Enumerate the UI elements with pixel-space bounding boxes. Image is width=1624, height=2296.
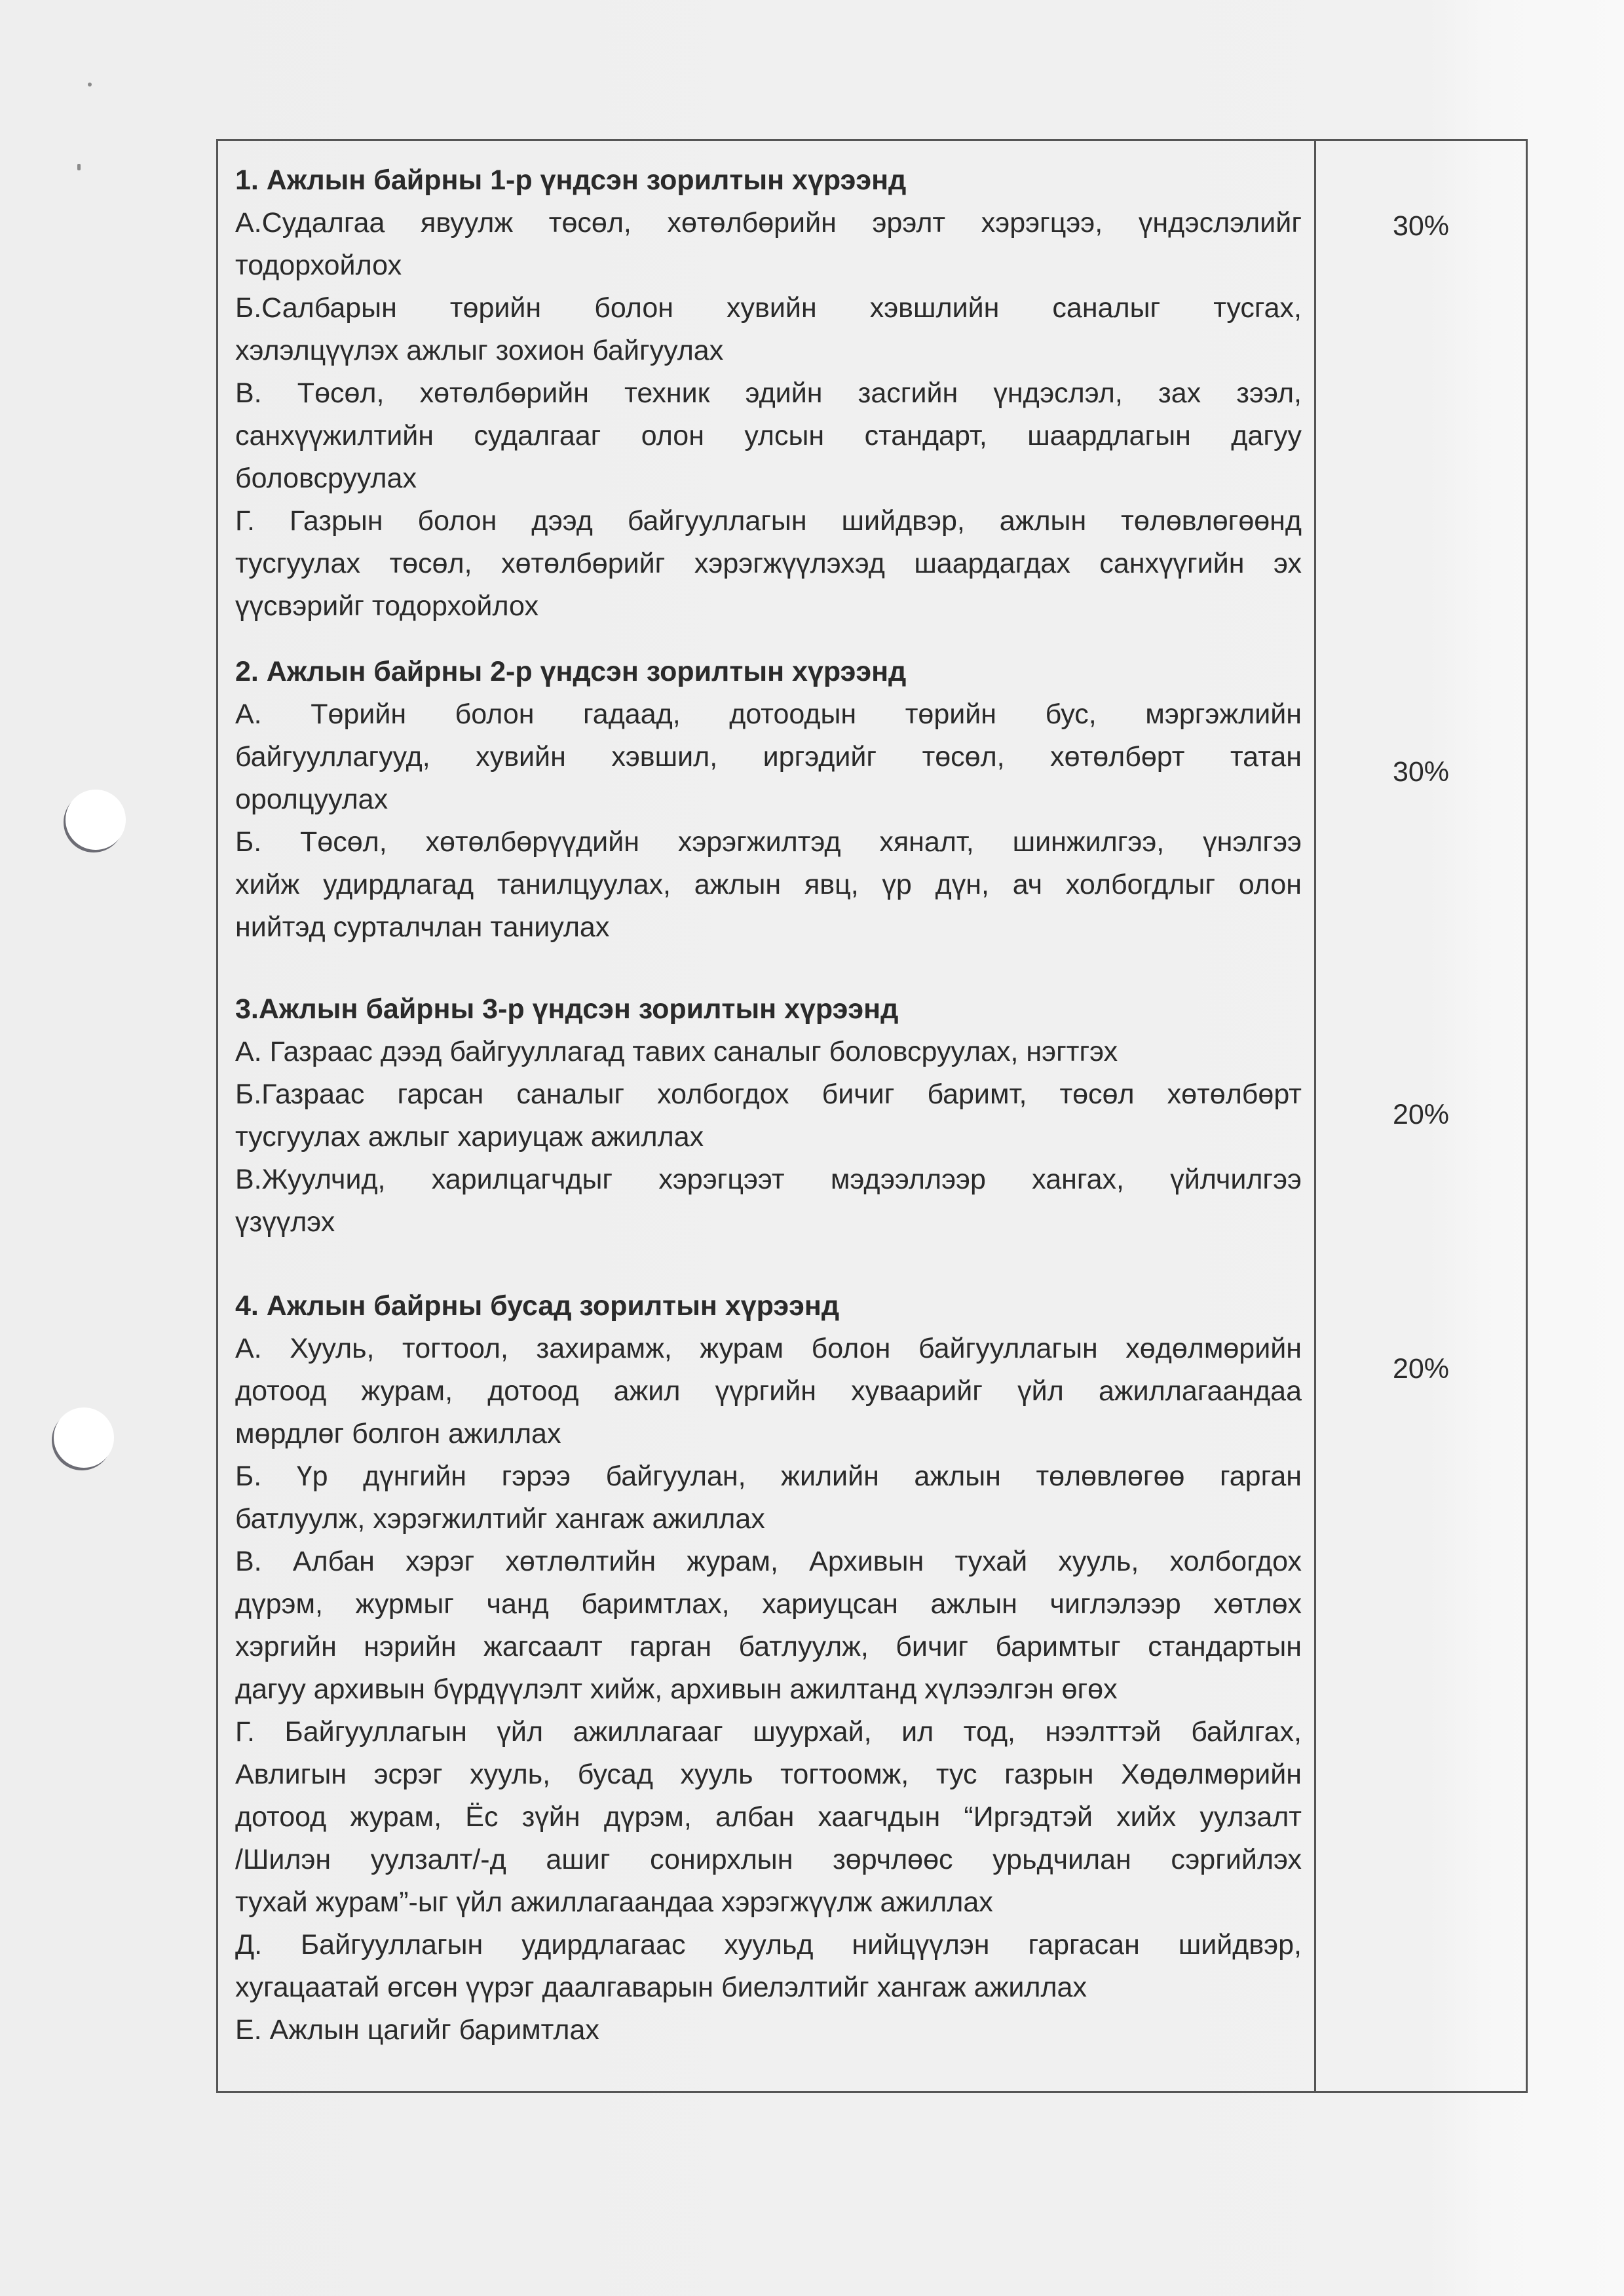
duty-line: оролцуулах	[235, 784, 388, 815]
duty-line: нийтэд сурталчлан таниулах	[235, 911, 610, 943]
duty-line: А. Хууль, тогтоол, захирамж, журам болон байгууллагын хөдөлмөрийн	[235, 1333, 1302, 1364]
duty-line: Б.Салбарын төрийн болон хувийн хэвшлийн саналыг тусгах,	[235, 292, 1302, 324]
weight-column	[1316, 141, 1526, 2091]
weight-percent: 20%	[1392, 1099, 1450, 1130]
scan-speck	[77, 164, 81, 170]
duty-line: хэлэлцүүлэх ажлыг зохион байгуулах	[235, 335, 724, 366]
duty-line: А. Газраас дээд байгууллагад тавих саналыг боловсруулах, нэгтгэх	[235, 1036, 1118, 1067]
duty-line: Д. Байгууллагын удирдлагаас хуульд нийцүүлэн гаргасан шийдвэр,	[235, 1929, 1302, 1961]
duty-line: дүрэм, журмыг чанд баримтлах, хариуцсан ажлын чиглэлээр хөтлөх	[235, 1588, 1302, 1620]
duties-table	[216, 139, 1528, 2093]
duty-line: А. Төрийн болон гадаад, дотоодын төрийн бус, мэргэжлийн	[235, 698, 1302, 730]
duty-line: Авлигын эсрэг хууль, бусад хууль тогтоомж, тус газрын Хөдөлмөрийн	[235, 1759, 1302, 1790]
weight-percent: 30%	[1392, 756, 1450, 788]
duty-line: тусгуулах ажлыг хариуцаж ажиллах	[235, 1121, 704, 1153]
duties-text-column	[218, 141, 1316, 2091]
section-heading: 3.Ажлын байрны 3-р үндсэн зорилтын хүрээнд	[235, 993, 899, 1025]
duty-line: тодорхойлох	[235, 250, 402, 281]
duty-line: тусгуулах төсөл, хөтөлбөрийг хэрэгжүүлэхэд шаардагдах санхүүгийн эх	[235, 548, 1302, 579]
duty-line: Б.Газраас гарсан саналыг холбогдох бичиг баримт, төсөл хөтөлбөрт	[235, 1079, 1302, 1110]
duty-line: хугацаатай өгсөн үүрэг даалгаварын биелэлтийг хангаж ажиллах	[235, 1972, 1087, 2003]
duty-line: мөрдлөг болгон ажиллах	[235, 1418, 561, 1449]
scan-speck	[88, 83, 92, 86]
duty-line: санхүүжилтийн судалгааг олон улсын стандарт, шаардлагын дагуу	[235, 420, 1302, 451]
duty-line: хийж удирдлагад танилцуулах, ажлын явц, үр дүн, ач холбогдлыг олон	[235, 869, 1302, 900]
duty-line: Е. Ажлын цагийг баримтлах	[235, 2014, 599, 2046]
weight-percent: 30%	[1392, 210, 1450, 242]
duty-line: А.Судалгаа явуулж төсөл, хөтөлбөрийн эрэлт хэрэгцээ, үндэслэлийг	[235, 207, 1302, 239]
duty-line: Б. Үр дүнгийн гэрээ байгуулан, жилийн ажлын төлөвлөгөө гарган	[235, 1461, 1302, 1492]
duty-line: Г. Байгууллагын үйл ажиллагааг шуурхай, ил тод, нээлттэй байлгах,	[235, 1716, 1302, 1748]
duty-line: дотоод журам, Ёс зүйн дүрэм, албан хаагчдын “Иргэдтэй хийх уулзалт	[235, 1801, 1302, 1833]
duty-line: В. Төсөл, хөтөлбөрийн техник эдийн засгийн үндэслэл, зах зээл,	[235, 377, 1302, 409]
duty-line: В. Албан хэрэг хөтлөлтийн журам, Архивын тухай хууль, холбогдох	[235, 1546, 1302, 1577]
duty-line: дагуу архивын бүрдүүлэлт хийж, архивын ажилтанд хүлээлгэн өгөх	[235, 1674, 1118, 1705]
punch-hole	[54, 1407, 114, 1468]
duty-line: боловсруулах	[235, 463, 417, 494]
section-heading: 2. Ажлын байрны 2-р үндсэн зорилтын хүрээнд	[235, 656, 907, 687]
duty-line: В.Жуулчид, харилцагчдыг хэрэгцээт мэдээллээр хангах, үйлчилгээ	[235, 1164, 1302, 1195]
duty-line: байгууллагууд, хувийн хэвшил, иргэдийг төсөл, хөтөлбөрт татан	[235, 741, 1302, 773]
duty-line: тухай журам”-ыг үйл ажиллагаандаа хэрэгжүүлж ажиллах	[235, 1886, 993, 1918]
duty-line: /Шилэн уулзалт/-д ашиг сонирхлын зөрчлөөс урьдчилан сэргийлэх	[235, 1844, 1302, 1875]
duty-line: Б. Төсөл, хөтөлбөрүүдийн хэрэгжилтэд хяналт, шинжилгээ, үнэлгээ	[235, 826, 1302, 858]
section-heading: 1. Ажлын байрны 1-р үндсэн зорилтын хүрээнд	[235, 164, 907, 196]
duty-line: хэргийн нэрийн жагсаалт гарган батлуулж, бичиг баримтыг стандартын	[235, 1631, 1302, 1662]
punch-hole	[66, 790, 126, 850]
duty-line: үүсвэрийг тодорхойлох	[235, 590, 538, 622]
section-heading: 4. Ажлын байрны бусад зорилтын хүрээнд	[235, 1290, 840, 1322]
duty-line: үзүүлэх	[235, 1206, 335, 1238]
duty-line: батлуулж, хэрэгжилтийг хангаж ажиллах	[235, 1503, 765, 1535]
weight-percent: 20%	[1392, 1353, 1450, 1385]
duty-line: дотоод журам, дотоод ажил үүргийн хуваарийг үйл ажиллагаандаа	[235, 1375, 1302, 1407]
duty-line: Г. Газрын болон дээд байгууллагын шийдвэр, ажлын төлөвлөгөөнд	[235, 505, 1302, 537]
